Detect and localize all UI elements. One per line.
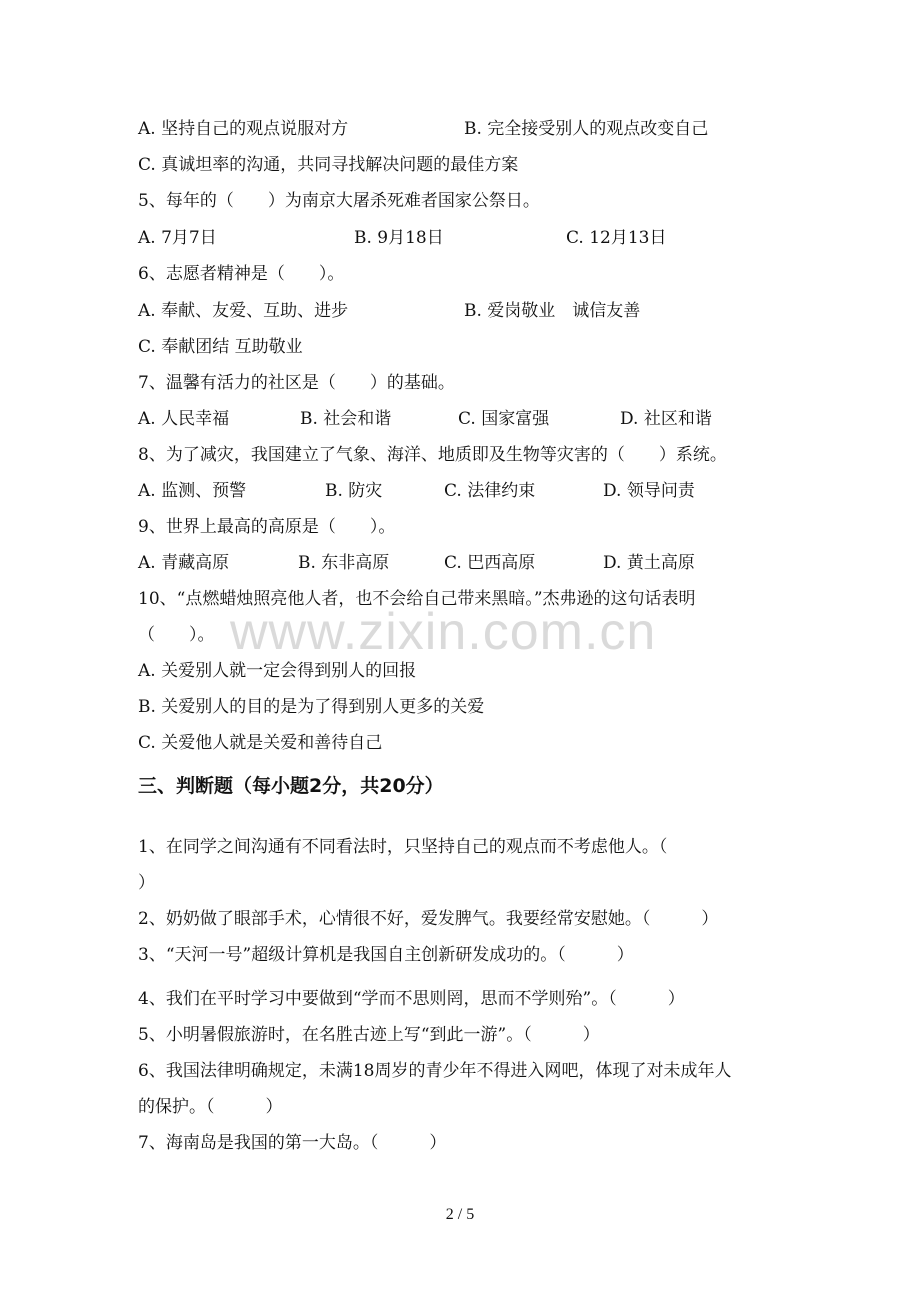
option-c: C. 巴西高原: [444, 553, 536, 573]
option-b: B. 社会和谐: [300, 409, 392, 429]
option-d: D. 黄土高原: [603, 553, 695, 573]
judgment-item-3: 3、“天河一号”超级计算机是我国自主创新研发成功的。（ ）: [138, 945, 634, 965]
option-a: A. 关爱别人就一定会得到别人的回报: [138, 661, 417, 681]
section-heading: 三、判断题（每小题2分，共20分）: [138, 775, 444, 797]
question-stem: 5、每年的（ ）为南京大屠杀死难者国家公祭日。: [138, 191, 540, 211]
option-c: C. 奉献团结 互助敬业: [138, 337, 303, 357]
judgment-item-7: 7、海南岛是我国的第一大岛。（ ）: [138, 1133, 447, 1153]
question-stem: 7、温馨有活力的社区是（ ）的基础。: [138, 373, 455, 393]
judgment-item-2: 2、奶奶做了眼部手术，心情很不好，爱发脾气。我要经常安慰她。（ ）: [138, 909, 719, 929]
option-c: C. 法律约束: [444, 481, 536, 501]
option-c: C. 国家富强: [458, 409, 550, 429]
question-stem: 8、为了减灾，我国建立了气象、海洋、地质即及生物等灾害的（ ）系统。: [138, 445, 727, 465]
option-d: D. 社区和谐: [620, 409, 712, 429]
watermark: www.zixin.com.cn: [230, 603, 657, 661]
question-stem-continued: （ ）。: [138, 625, 215, 645]
option-a: A. 监测、预警: [138, 481, 247, 501]
question-stem: 6、志愿者精神是（ ）。: [138, 264, 345, 284]
option-a: A. 奉献、友爱、互助、进步: [138, 301, 349, 321]
judgment-item-6: 6、我国法律明确规定，未满18周岁的青少年不得进入网吧，体现了对未成年人: [138, 1061, 732, 1081]
option-b: B. 防灾: [325, 481, 383, 501]
option-c: C. 关爱他人就是关爱和善待自己: [138, 733, 383, 753]
option-b: B. 9月18日: [354, 228, 444, 248]
option-a: A. 青藏高原: [138, 553, 230, 573]
option-b: B. 完全接受别人的观点改变自己: [464, 119, 709, 139]
option-a: A. 坚持自己的观点说服对方: [138, 119, 349, 139]
question-stem: 9、世界上最高的高原是（ ）。: [138, 517, 396, 537]
option-b: B. 东非高原: [298, 553, 390, 573]
judgment-item-6-continued: 的保护。（ ）: [138, 1097, 283, 1117]
option-a: A. 7月7日: [138, 228, 217, 248]
option-a: A. 人民幸福: [138, 409, 230, 429]
question-stem: 10、“点燃蜡烛照亮他人者，也不会给自己带来黑暗。”杰弗逊的这句话表明: [138, 589, 696, 609]
option-b: B. 关爱别人的目的是为了得到别人更多的关爱: [138, 697, 485, 717]
option-b: B. 爱岗敬业 诚信友善: [464, 301, 641, 321]
judgment-item-4: 4、我们在平时学习中要做到“学而不思则罔，思而不学则殆”。（ ）: [138, 989, 685, 1009]
page-number: 2 / 5: [445, 1206, 475, 1223]
judgment-item-5: 5、小明暑假旅游时，在名胜古迹上写“到此一游”。（ ）: [138, 1025, 600, 1045]
option-d: D. 领导问责: [603, 481, 695, 501]
option-c: C. 真诚坦率的沟通，共同寻找解决问题的最佳方案: [138, 155, 519, 175]
option-c: C. 12月13日: [566, 228, 667, 248]
judgment-item-1-continued: ）: [138, 873, 155, 893]
judgment-item-1: 1、在同学之间沟通有不同看法时，只坚持自己的观点而不考虑他人。（: [138, 837, 668, 857]
